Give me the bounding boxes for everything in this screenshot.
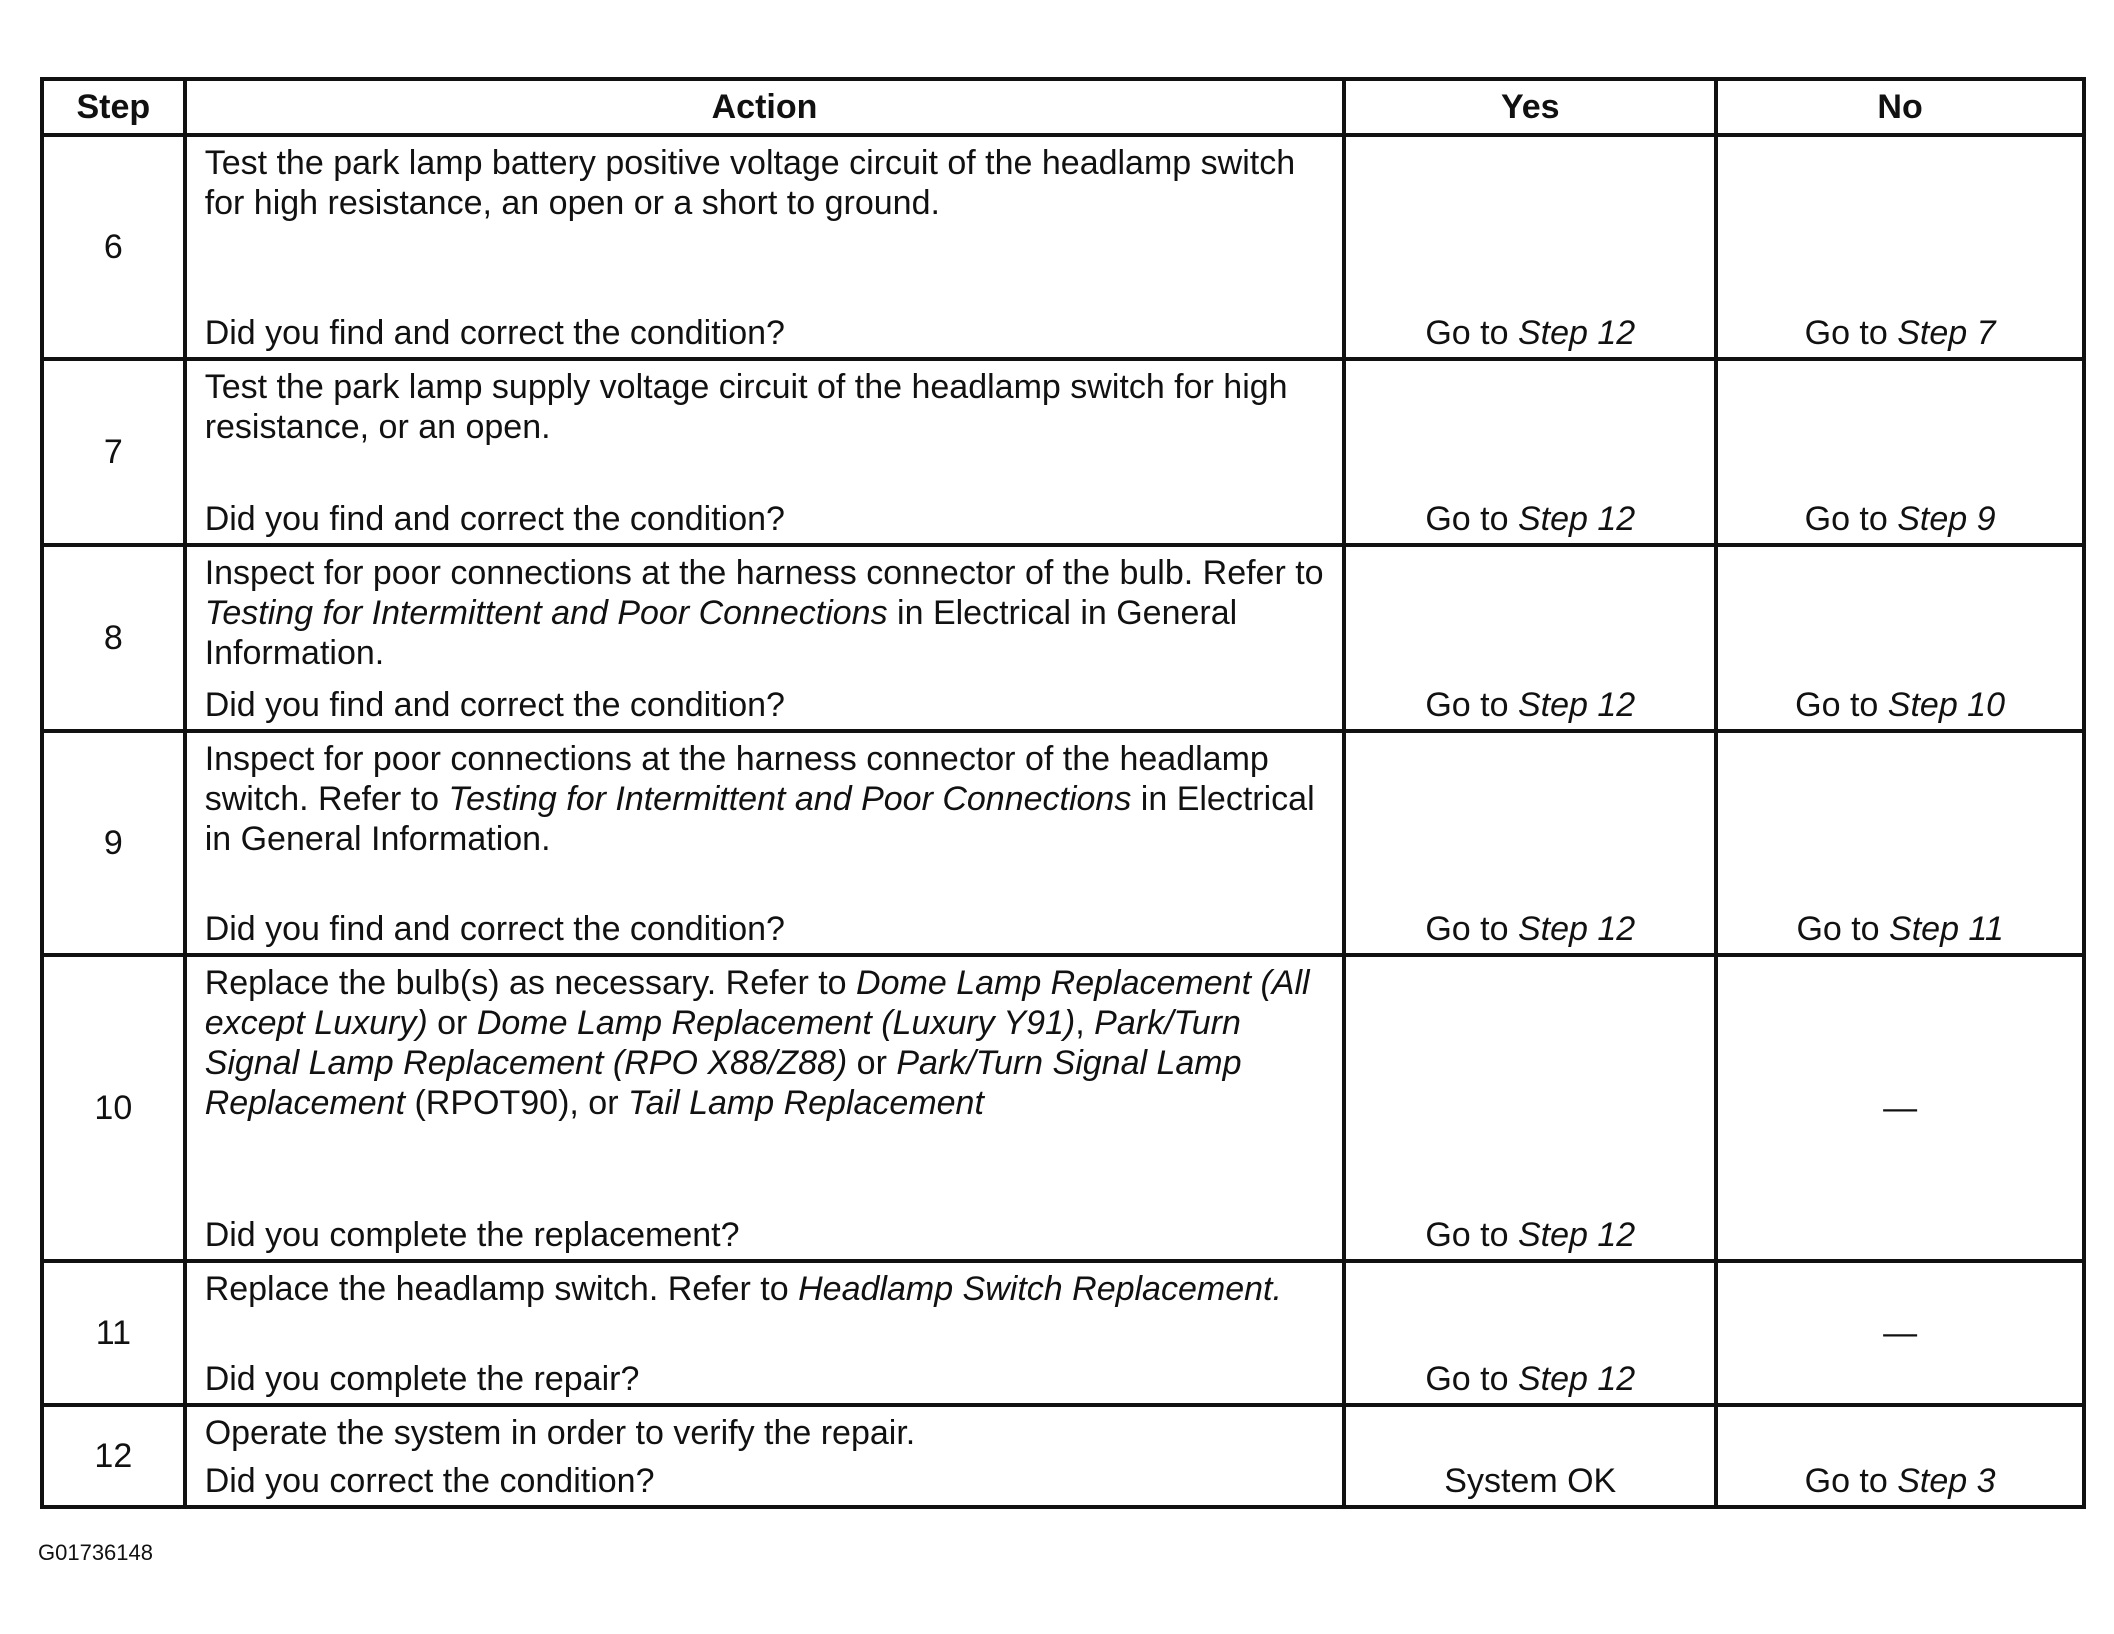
yes-result-text: Go to <box>1425 500 1518 538</box>
action-text-segment: Replace the headlamp switch. Refer to <box>204 1270 799 1308</box>
action-cell <box>185 955 1345 1261</box>
no-step-reference: Step 7 <box>1897 314 1996 352</box>
step-number: 7 <box>42 359 185 545</box>
action-cell <box>185 1261 1345 1405</box>
no-step-reference: Step 10 <box>1887 686 2005 724</box>
reference-title: Dome Lamp Replacement (Luxury Y91) <box>476 1004 1076 1042</box>
action-text-segment: in Electrical in General Information. <box>204 780 1315 858</box>
yes-result-text: Go to <box>1425 910 1518 948</box>
step-number: 8 <box>42 545 185 731</box>
no-result <box>1716 359 2084 545</box>
table-row <box>42 359 2084 545</box>
diagnostic-table <box>40 77 2086 1509</box>
header-yes: Yes <box>1344 79 1716 135</box>
action-text <box>205 367 1325 447</box>
action-question: Did you find and correct the condition? <box>204 910 785 948</box>
yes-result-text: System OK <box>1444 1462 1617 1500</box>
table-row <box>42 1261 2084 1405</box>
no-result <box>1716 1405 2084 1507</box>
reference-title: Testing for Intermittent and Poor Connections <box>448 780 1132 818</box>
action-cell <box>185 545 1345 731</box>
action-content <box>205 361 1325 543</box>
no-result-text: Go to <box>1796 910 1890 948</box>
action-text-segment: Inspect for poor connections at the harness connector of the headlamp switch. Refer to <box>204 740 1269 818</box>
yes-step-reference: Step 12 <box>1517 1360 1636 1398</box>
no-result <box>1716 135 2084 359</box>
table-row <box>42 545 2084 731</box>
yes-result-text: Go to <box>1425 314 1518 352</box>
yes-result-text: Go to <box>1425 1216 1518 1254</box>
table-header-row <box>42 79 2084 135</box>
step-number: 9 <box>42 731 185 955</box>
yes-result <box>1344 731 1716 955</box>
action-text-segment: or <box>427 1004 477 1042</box>
no-step-reference: Step 11 <box>1889 910 2004 948</box>
yes-result <box>1344 955 1716 1261</box>
action-content <box>205 547 1325 729</box>
reference-title: Tail Lamp Replacement <box>627 1084 984 1122</box>
no-result <box>1716 955 2084 1261</box>
table-row <box>42 955 2084 1261</box>
table-body <box>42 135 2084 1507</box>
action-text-segment: Replace the bulb(s) as necessary. Refer to <box>204 964 857 1002</box>
step-number: 10 <box>42 955 185 1261</box>
table-row <box>42 731 2084 955</box>
action-text-segment: in Electrical in General Information. <box>204 594 1238 672</box>
action-cell <box>185 359 1345 545</box>
figure-id: G01736148 <box>38 1540 153 1565</box>
no-result <box>1716 1261 2084 1405</box>
reference-title: Headlamp Switch Replacement. <box>798 1270 1282 1308</box>
action-text-segment: (RPOT90), or <box>405 1084 628 1122</box>
action-question: Did you correct the condition? <box>204 1462 655 1500</box>
yes-result-text: Go to <box>1425 686 1518 724</box>
action-question: Did you find and correct the condition? <box>204 500 785 538</box>
action-text <box>205 963 1325 1123</box>
action-cell <box>185 135 1345 359</box>
yes-step-reference: Step 12 <box>1517 910 1636 948</box>
action-question: Did you find and correct the condition? <box>204 686 785 724</box>
action-content <box>205 137 1325 357</box>
yes-result <box>1344 135 1716 359</box>
no-result-text: Go to <box>1795 686 1888 724</box>
step-number: 12 <box>42 1405 185 1507</box>
no-result <box>1716 731 2084 955</box>
no-result-text: Go to <box>1804 314 1898 352</box>
yes-result-text: Go to <box>1425 1360 1518 1398</box>
reference-title: Testing for Intermittent and Poor Connections <box>204 594 888 632</box>
no-result-text: — <box>1883 1089 1918 1127</box>
no-result-text: — <box>1883 1314 1918 1352</box>
action-text-segment: Test the park lamp supply voltage circuit of the headlamp switch for high resistance, or an open. <box>204 368 1288 446</box>
action-question: Did you complete the repair? <box>204 1360 640 1398</box>
yes-step-reference: Step 12 <box>1517 1216 1636 1254</box>
action-text-segment: Operate the system in order to verify the repair. <box>204 1414 916 1452</box>
table-row <box>42 1405 2084 1507</box>
action-question: Did you find and correct the condition? <box>204 314 785 352</box>
action-text <box>205 1413 1325 1453</box>
header-step: Step <box>42 79 185 135</box>
no-step-reference: Step 9 <box>1897 500 1996 538</box>
action-text-segment: , <box>1075 1004 1095 1042</box>
yes-result <box>1344 359 1716 545</box>
no-result-text: Go to <box>1804 500 1898 538</box>
action-text <box>205 739 1325 859</box>
action-text <box>205 1269 1325 1309</box>
action-content <box>205 733 1325 953</box>
no-result-text: Go to <box>1804 1462 1898 1500</box>
action-text <box>205 553 1325 673</box>
reference-title: Park/Turn Signal Lamp Replacement (RPO X88/Z88) <box>204 1004 1241 1082</box>
yes-result <box>1344 1405 1716 1507</box>
action-question: Did you complete the replacement? <box>204 1216 740 1254</box>
action-text-segment: Test the park lamp battery positive voltage circuit of the headlamp switch for high resistance, an open or a short to ground. <box>204 144 1296 222</box>
action-text-segment: Inspect for poor connections at the harness connector of the bulb. Refer to <box>204 554 1324 592</box>
no-step-reference: Step 3 <box>1897 1462 1996 1500</box>
action-content <box>205 1407 1325 1505</box>
step-number: 11 <box>42 1261 185 1405</box>
header-action: Action <box>185 79 1345 135</box>
yes-step-reference: Step 12 <box>1517 314 1636 352</box>
action-cell <box>185 1405 1345 1507</box>
action-text <box>205 143 1325 223</box>
header-no: No <box>1716 79 2084 135</box>
yes-step-reference: Step 12 <box>1517 500 1636 538</box>
action-cell <box>185 731 1345 955</box>
reference-title: Park/Turn Signal Lamp Replacement <box>204 1044 1242 1122</box>
table-row <box>42 135 2084 359</box>
action-content <box>205 957 1325 1259</box>
reference-title: Dome Lamp Replacement (All except Luxury) <box>204 964 1310 1042</box>
action-content <box>205 1263 1325 1403</box>
no-result <box>1716 545 2084 731</box>
yes-result <box>1344 545 1716 731</box>
step-number: 6 <box>42 135 185 359</box>
yes-step-reference: Step 12 <box>1517 686 1636 724</box>
action-text-segment: or <box>847 1044 897 1082</box>
yes-result <box>1344 1261 1716 1405</box>
